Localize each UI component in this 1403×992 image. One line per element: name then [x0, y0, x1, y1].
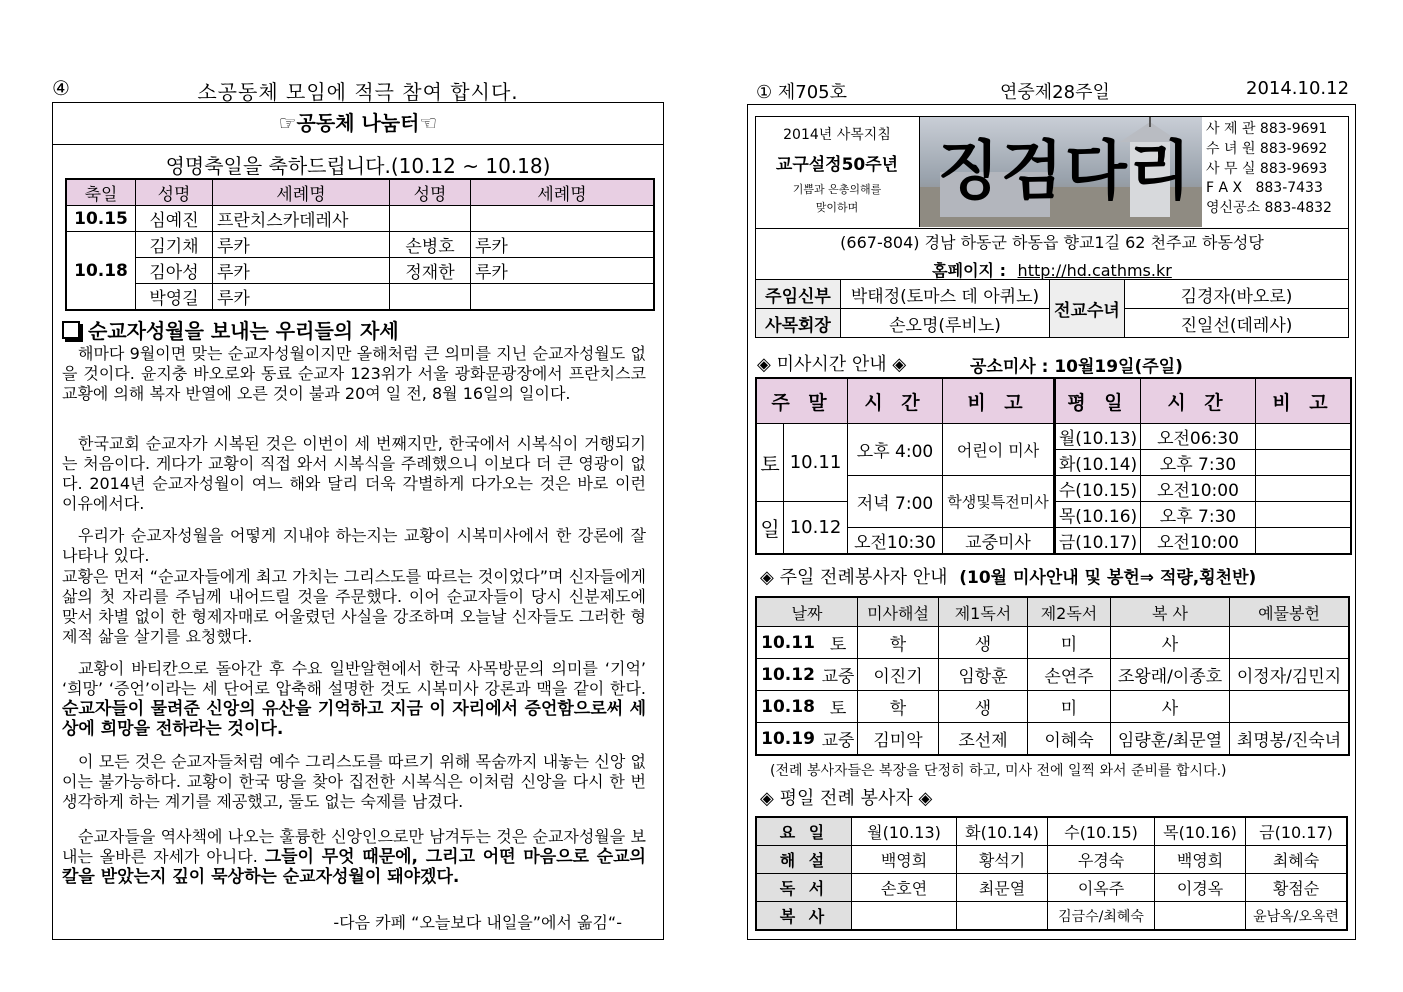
staff-table [755, 279, 1349, 338]
sister-name: 김경자(바오로) [1125, 280, 1349, 309]
weekday-time: 오후 7:30 [1141, 450, 1256, 476]
mass-header: 평 일 [1055, 378, 1141, 424]
servers-kind: 교중 [819, 659, 857, 691]
weekday-note [1256, 424, 1352, 450]
servers-cell: 손연주 [1028, 659, 1111, 691]
article-source: -다음 카페 “오늘보다 내일을”에서 옮김“- [333, 913, 622, 932]
feast-day-table [65, 178, 655, 311]
contact-item: 사 무 실 883-9693 [1206, 160, 1328, 177]
mass-note: 학생및특전미사 [943, 476, 1055, 528]
article-paragraph-4-emphasis: 순교자들이 물려준 신앙의 유산을 기억하고 지금 이 자리에서 증언함으로써 세상에 희망을 전하라는 것이다. [62, 699, 646, 739]
article-paragraph-6-text: 순교자들을 역사책에 나오는 훌륭한 신앙인으로만 남겨두는 것은 순교자성월을 보내는 올바른 자세가 아니다. [62, 827, 646, 866]
feast-name [390, 206, 471, 232]
feast-name: 손병호 [390, 232, 471, 258]
mass-note: 교중미사 [943, 528, 1055, 555]
feast-baptism: 루카 [471, 232, 655, 258]
table-row [756, 659, 1349, 691]
article-paragraph-1: 해마다 9월이면 맞는 순교자성월이지만 올해처럼 큰 의미를 지닌 순교자성월도 없을 것이다. 윤지충 바오로와 동료 순교자 123위가 서울 광화문광장에서 프란치스코 교황에 의해 복자 반열에 오른 것이 불과 20여 일 전, 8월 16일의 일이다. [62, 344, 646, 403]
weekday-cell: 황점순 [1246, 874, 1348, 902]
weekday-cell: 백영희 [1155, 846, 1246, 874]
mass-date: 10.11 [784, 424, 848, 502]
article-paragraph-2: 한국교회 순교자가 시복된 것은 이번이 세 번째지만, 한국에서 시복식이 거행되기는 처음이다. 게다가 교황이 직접 와서 시복식을 주례했으니 이보다 더 큰 영광이 없다. 2014년 순교자성월이 여느 해와 달리 더욱 각별하게 다가오는 것은 바로 이런 이유에서다. [62, 434, 646, 513]
table-row [66, 232, 654, 258]
contact-list [1206, 120, 1332, 219]
mass-time: 오전10:30 [848, 528, 943, 555]
weekday-header: 목(10.16) [1155, 817, 1246, 846]
offering-notice: (10월 미사안내 및 봉헌⇒ 적량,횡천반) [959, 568, 1257, 588]
sunday-servers-table [755, 596, 1350, 756]
pastor-name: 박태정(토마스 데 아퀴노) [841, 280, 1050, 309]
feast-baptism: 루카 [213, 232, 390, 258]
issue-date: 2014.10.12 [1246, 78, 1350, 99]
weekday-cell: 윤남옥/오옥련 [1246, 902, 1348, 931]
weekday-servers-title: ◈ 평일 전례 봉사자 ◈ [760, 788, 933, 809]
weekday-cell [1155, 902, 1246, 931]
servers-cell: 미 [1028, 627, 1111, 659]
mass-day: 일 [756, 502, 784, 555]
mass-schedule-table [755, 377, 1352, 555]
weekday-cell: 김금수/최혜숙 [1048, 902, 1155, 931]
community-section-title: ☞공동체 나눔터☜ [52, 102, 664, 145]
weekday-note [1256, 476, 1352, 502]
servers-cell: 최명봉/진숙녀 [1230, 723, 1350, 756]
article-paragraph-4 [62, 659, 646, 739]
feast-baptism: 루카 [213, 258, 390, 284]
article-title [62, 315, 399, 344]
weekday-header: 월(10.13) [852, 817, 957, 846]
servers-cell: 사 [1111, 691, 1230, 723]
weekday-cell: 우경숙 [1048, 846, 1155, 874]
feast-baptism: 프란치스카데레사 [213, 206, 390, 232]
servers-cell: 생 [939, 627, 1028, 659]
servers-date: 10.18 [756, 691, 819, 723]
servers-cell: 이진기 [858, 659, 939, 691]
contact-item: F A X 883-7433 [1206, 180, 1323, 197]
weekday-cell: 손호연 [852, 874, 957, 902]
pastor-label: 주임신부 [756, 280, 841, 309]
feast-header-date: 축일 [66, 179, 136, 206]
article-paragraph-3: 우리가 순교자성월을 어떻게 지내야 하는지는 교황이 시복미사에서 한 강론에 잘 나타나 있다. [62, 526, 646, 565]
servers-cell: 학 [858, 691, 939, 723]
sunday-servers-title [760, 563, 1256, 589]
weekday-date: 목(10.16) [1055, 502, 1141, 528]
weekday-cell [852, 902, 957, 931]
feast-name [390, 284, 471, 311]
contact-item: 사 제 관 883-9691 [1206, 121, 1328, 137]
servers-date: 10.11 [756, 627, 819, 659]
council-name: 손오명(루비노) [841, 309, 1050, 338]
motto-sub: 기쁨과 은총의해를 [792, 183, 882, 196]
weekday-date: 월(10.13) [1055, 424, 1141, 450]
table-row [756, 627, 1349, 659]
servers-cell [1230, 691, 1350, 723]
article-paragraph-3b: 교황은 먼저 “순교자들에게 최고 가치는 그리스도를 따르는 것이었다”며 신자들에게 삶의 첫 자리를 주님께 내어드릴 것을 주문했다. 이어 순교자들이 당시 신분제도에 맞서 차별 없이 한 형제자매로 어울렸던 사실을 강조하며 오늘날 신자들도 그러한 형제적 삶을 살기를 요청했다. [62, 567, 646, 646]
weekday-role: 복 사 [756, 902, 852, 931]
feast-date: 10.15 [66, 206, 136, 232]
servers-cell [1230, 627, 1350, 659]
weekday-header: 요 일 [756, 817, 852, 846]
newsletter-title: 징검다리 [937, 134, 1193, 209]
mass-time: 저녁 7:00 [848, 476, 943, 528]
homepage-label: 홈페이지 : [932, 261, 1006, 280]
mass-date: 10.12 [784, 502, 848, 555]
servers-cell: 조왕래/이종호 [1111, 659, 1230, 691]
feast-name: 정재한 [390, 258, 471, 284]
weekday-cell: 황석기 [957, 846, 1048, 874]
sister-name: 진일선(데레사) [1125, 309, 1349, 338]
homepage-link[interactable]: http://hd.cathms.kr [1017, 261, 1172, 280]
table-row [66, 284, 654, 311]
servers-cell: 조선제 [939, 723, 1028, 756]
special-mass-notice: 공소미사 : 10월19일(주일) [970, 357, 1183, 377]
weekday-cell: 최혜숙 [1246, 846, 1348, 874]
article-paragraph-6 [62, 827, 646, 887]
page-number-left: ④ [52, 76, 70, 100]
servers-cell: 임량훈/최문열 [1111, 723, 1230, 756]
square-bullet-icon [62, 321, 80, 339]
contact-item: 영신공소 883-4832 [1206, 200, 1332, 217]
feast-header-baptism: 세례명 [471, 179, 655, 206]
article-paragraph-4-text: 교황이 바티칸으로 돌아간 후 수요 일반알현에서 한국 사목방문의 의미를 ‘기억’ ‘희망’ ‘증언’이라는 세 단어로 압축해 설명한 것도 시복미사 강론과 맥을 같이 한다. [62, 659, 646, 698]
weekday-cell: 최문열 [957, 874, 1048, 902]
mass-header: 시 간 [1141, 378, 1256, 424]
servers-header: 복 사 [1111, 597, 1230, 627]
servers-header: 미사해설 [858, 597, 939, 627]
church-address: (667-804) 경남 하동군 하동읍 향교1길 62 천주교 하동성당 [840, 233, 1264, 252]
weekday-time: 오전10:00 [1141, 476, 1256, 502]
liturgical-week: 연중제28주일 [1000, 82, 1110, 103]
servers-kind: 교중 [819, 723, 857, 756]
feast-name: 김기채 [136, 232, 213, 258]
weekday-note [1256, 502, 1352, 528]
contact-item: 수 녀 원 883-9692 [1206, 140, 1328, 157]
table-row [756, 846, 1347, 874]
servers-header: 예물봉헌 [1230, 597, 1350, 627]
weekday-cell: 이경옥 [1155, 874, 1246, 902]
article-paragraph-5: 이 모든 것은 순교자들처럼 예수 그리스도를 따르기 위해 목숨까지 내놓는 신앙 없이는 불가능하다. 교황이 한국 땅을 찾아 집전한 시복식은 이처럼 신앙을 다시 한 번 생각하게 하는 계기를 제공했고, 둘도 없는 숙제를 남겼다. [62, 752, 646, 811]
weekday-note [1256, 450, 1352, 476]
servers-cell: 이혜숙 [1028, 723, 1111, 756]
servers-cell: 미 [1028, 691, 1111, 723]
weekday-servers-table [755, 816, 1348, 931]
mass-header: 주 말 [756, 378, 848, 424]
table-row [66, 258, 654, 284]
feast-header-name: 성명 [136, 179, 213, 206]
feast-baptism [471, 284, 655, 311]
mass-day: 토 [756, 424, 784, 502]
table-row [756, 691, 1349, 723]
address-box [755, 227, 1349, 280]
weekday-date: 수(10.15) [1055, 476, 1141, 502]
council-label: 사목회장 [756, 309, 841, 338]
sunday-servers-label: ◈ 주일 전례봉사자 안내 [760, 567, 948, 588]
mass-note: 어린이 미사 [943, 424, 1055, 476]
mass-time: 오후 4:00 [848, 424, 943, 476]
servers-cell: 학 [858, 627, 939, 659]
weekday-role: 독 서 [756, 874, 852, 902]
feast-baptism [471, 206, 655, 232]
table-row [756, 723, 1349, 756]
servers-cell: 이정자/김민지 [1230, 659, 1350, 691]
feast-header-baptism: 세례명 [213, 179, 390, 206]
table-row [756, 902, 1347, 931]
servers-header: 날짜 [756, 597, 858, 627]
weekday-cell [957, 902, 1048, 931]
sister-label: 전교수녀 [1050, 280, 1125, 338]
weekday-time: 오전06:30 [1141, 424, 1256, 450]
feast-header-name: 성명 [390, 179, 471, 206]
feast-name: 심예진 [136, 206, 213, 232]
weekday-header: 화(10.14) [957, 817, 1048, 846]
feast-date: 10.18 [66, 232, 136, 311]
servers-header: 제2독서 [1028, 597, 1111, 627]
feast-baptism: 루카 [471, 258, 655, 284]
mass-header: 비 고 [943, 378, 1055, 424]
servers-kind: 토 [819, 627, 857, 659]
weekday-date: 금(10.17) [1055, 528, 1141, 555]
weekday-cell: 이옥주 [1048, 874, 1155, 902]
table-row [66, 206, 654, 232]
weekday-date: 화(10.14) [1055, 450, 1141, 476]
article-title-text: 순교자성월을 보내는 우리들의 자세 [88, 319, 399, 343]
servers-cell: 김미악 [858, 723, 939, 756]
mass-header: 시 간 [848, 378, 943, 424]
mass-header: 비 고 [1256, 378, 1352, 424]
servers-cell: 임항훈 [939, 659, 1028, 691]
weekday-time: 오전10:00 [1141, 528, 1256, 555]
motto-main: 교구설정50주년 [775, 155, 899, 175]
mass-section-title: ◈ 미사시간 안내 ◈ [757, 354, 907, 375]
weekday-header: 수(10.15) [1048, 817, 1155, 846]
feast-name: 김아성 [136, 258, 213, 284]
servers-cell: 생 [939, 691, 1028, 723]
article-paragraph-6-emphasis: 그들이 무엇 때문에, 그리고 어떤 마음으로 순교의 칼을 받았는지 깊이 묵상하는 순교자성월이 돼야겠다. [62, 847, 646, 887]
feast-name: 박영길 [136, 284, 213, 311]
feast-day-title: 영명축일을 축하드립니다.(10.12 ~ 10.18) [165, 154, 551, 178]
feast-baptism: 루카 [213, 284, 390, 311]
weekday-header: 금(10.17) [1246, 817, 1348, 846]
weekday-note [1256, 528, 1352, 555]
homepage-line [756, 258, 1348, 281]
servers-cell: 사 [1111, 627, 1230, 659]
servers-date: 10.19 [756, 723, 819, 756]
table-row [756, 874, 1347, 902]
left-header-title: 소공동체 모임에 적극 참여 합시다. [197, 80, 519, 104]
servers-header: 제1독서 [939, 597, 1028, 627]
servers-note: (전례 봉사자들은 복장을 단정히 하고, 미사 전에 일찍 와서 준비를 합시다.) [770, 763, 1227, 779]
motto-year: 2014년 사목지침 [783, 127, 891, 143]
servers-date: 10.12 [756, 659, 819, 691]
weekday-role: 해 설 [756, 846, 852, 874]
servers-kind: 토 [819, 691, 857, 723]
weekday-time: 오후 7:30 [1141, 502, 1256, 528]
weekday-cell: 백영희 [852, 846, 957, 874]
pastoral-motto-box [755, 116, 920, 227]
motto-sub: 맞이하며 [815, 201, 859, 214]
issue-number: ① 제705호 [756, 82, 847, 103]
